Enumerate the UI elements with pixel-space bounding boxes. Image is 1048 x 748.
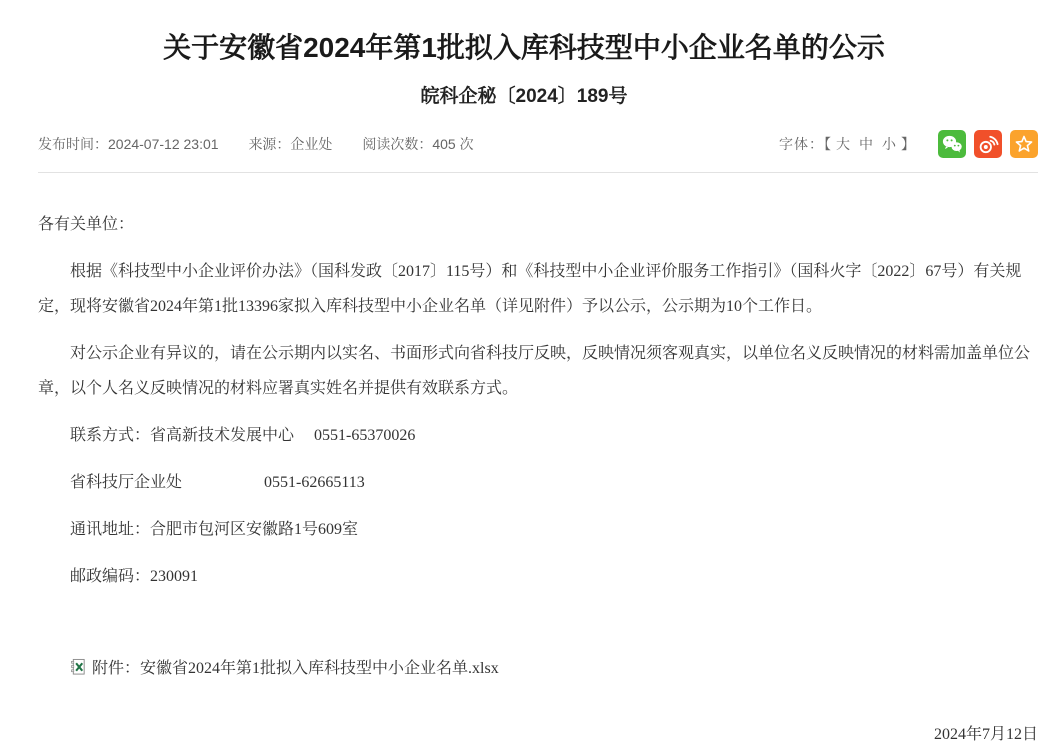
footer-date: 2024年7月12日: [933, 726, 1038, 743]
font-size-medium-button[interactable]: 中: [859, 136, 874, 152]
paragraph-2: 对公示企业有异议的，请在公示期内以实名、书面形式向省科技厅反映，反映情况须客观真实，以单位名义反映情况的材料需加盖单位公章，以个人名义反映情况的材料应署真实姓名并提供有效联系方式。: [38, 345, 1031, 397]
paragraph-1: 根据《科技型中小企业评价办法》（国科发政〔2017〕115号）和《科技型中小企业评价服务工作指引》（国科火字〔2022〕67号）有关规定，现将安徽省2024年第1批13396家拟入库科技型中小企业名单（详见附件）予以公示，公示期为10个工作日。: [38, 263, 1022, 315]
source: 来源：企业处: [248, 136, 333, 152]
contact-phone: 0551-65370026: [314, 427, 416, 444]
weibo-share-icon[interactable]: [974, 130, 1002, 158]
document-number: 皖科企秘〔2024〕189号: [420, 86, 628, 107]
font-size-large-button[interactable]: 大: [836, 136, 851, 152]
meta-bar: [38, 130, 1038, 173]
page-title: 关于安徽省2024年第1批拟入库科技型中小企业名单的公示: [163, 32, 885, 63]
contact-line-1: [38, 418, 1042, 453]
contact-text: 邮政编码：230091: [70, 568, 199, 585]
bracket-open: 【: [824, 136, 832, 152]
font-size-small-button[interactable]: 小: [882, 136, 897, 152]
contact-phone: 0551-62665113: [264, 474, 365, 491]
meta-tools: [779, 130, 1038, 158]
bracket-close: 】: [901, 136, 916, 152]
view-count: 阅读次数：405 次: [362, 136, 474, 152]
contact-text: 通讯地址：合肥市包河区安徽路1号609室: [70, 521, 359, 538]
contact-text: 联系方式：省高新技术发展中心: [70, 427, 295, 444]
publish-time: 发布时间：2024-07-12 23:01: [38, 136, 219, 152]
excel-file-icon: [70, 663, 91, 680]
font-size-controls: [779, 134, 916, 154]
contact-line-4: [38, 559, 1042, 594]
attachment-link[interactable]: 安徽省2024年第1批拟入库科技型中小企业名单.xlsx: [140, 660, 499, 677]
article-body: [38, 207, 1042, 689]
attachment-label: 附件：: [92, 660, 141, 677]
font-label: 字体：: [779, 136, 824, 152]
meta-info: [38, 134, 500, 154]
wechat-share-icon[interactable]: [938, 130, 966, 158]
attachment-line: [38, 651, 1042, 689]
favorite-star-icon[interactable]: [1010, 130, 1038, 158]
contact-line-3: [38, 512, 1042, 547]
contact-text: 省科技厅企业处: [70, 474, 183, 491]
contact-line-2: [38, 465, 1042, 500]
salutation: 各有关单位：: [38, 216, 135, 233]
